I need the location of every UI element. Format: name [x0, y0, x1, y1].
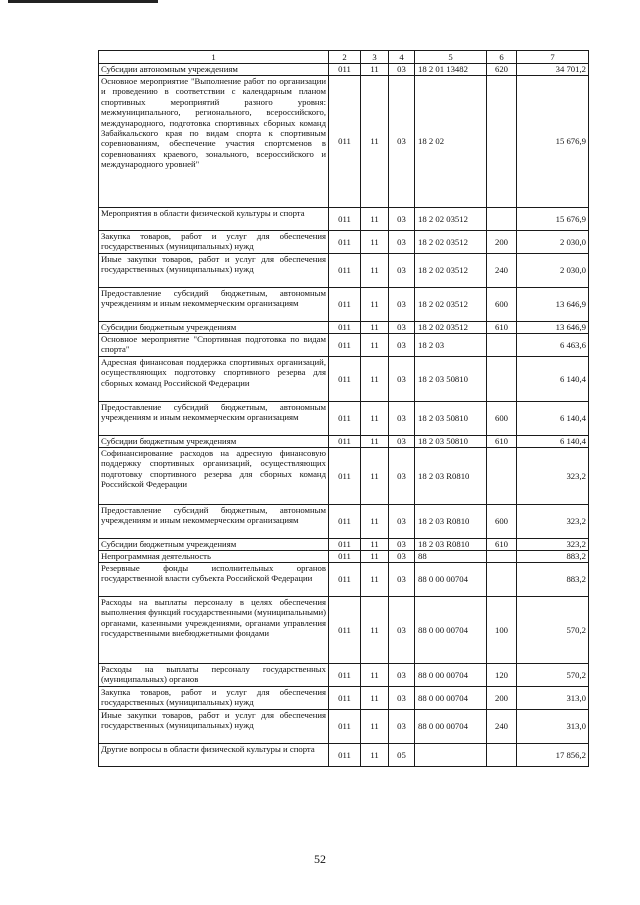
target-article-cell: 18 2 01 13482: [415, 64, 487, 76]
expense-type-cell: [487, 334, 517, 357]
ministry-code-cell: 011: [329, 505, 361, 539]
section-code-cell: 11: [361, 505, 389, 539]
target-article-cell: 88 0 00 00704: [415, 597, 487, 664]
expense-type-cell: 600: [487, 288, 517, 322]
table-row: [99, 357, 589, 402]
target-article-cell: 18 2 03 50810: [415, 436, 487, 448]
amount-cell: 34 701,2: [517, 64, 589, 76]
amount-cell: 883,2: [517, 563, 589, 597]
section-code-cell: 11: [361, 208, 389, 231]
subsection-code-cell: 03: [389, 322, 415, 334]
ministry-code-cell: 011: [329, 597, 361, 664]
ministry-code-cell: 011: [329, 448, 361, 505]
target-article-cell: 18 2 02 03512: [415, 288, 487, 322]
target-article-cell: 18 2 03: [415, 334, 487, 357]
section-code-cell: 11: [361, 254, 389, 288]
ministry-code-cell: 011: [329, 322, 361, 334]
table-row: [99, 231, 589, 254]
column-number: 1: [99, 51, 329, 64]
column-number: 2: [329, 51, 361, 64]
table-row: [99, 208, 589, 231]
section-code-cell: 11: [361, 448, 389, 505]
row-name-cell: Расходы на выплаты персоналу в целях обеспечения выполнения функций государственными (муниципальными) органами, казенными учреждениями, органами управления государственными внебюджетными фондами: [99, 597, 329, 664]
subsection-code-cell: 03: [389, 402, 415, 436]
column-number-row: [99, 51, 589, 64]
amount-cell: 17 856,2: [517, 744, 589, 767]
subsection-code-cell: 03: [389, 288, 415, 322]
target-article-cell: 18 2 02 03512: [415, 231, 487, 254]
row-name-cell: Закупка товаров, работ и услуг для обеспечения государственных (муниципальных) нужд: [99, 687, 329, 710]
subsection-code-cell: 03: [389, 551, 415, 563]
table-row: [99, 76, 589, 208]
row-name-cell: Непрограммная деятельность: [99, 551, 329, 563]
amount-cell: 570,2: [517, 597, 589, 664]
section-code-cell: 11: [361, 551, 389, 563]
target-article-cell: 18 2 02 03512: [415, 208, 487, 231]
subsection-code-cell: 05: [389, 744, 415, 767]
expense-type-cell: 200: [487, 687, 517, 710]
target-article-cell: 18 2 03 50810: [415, 402, 487, 436]
target-article-cell: 18 2 03 R0810: [415, 448, 487, 505]
target-article-cell: 18 2 03 R0810: [415, 505, 487, 539]
ministry-code-cell: 011: [329, 231, 361, 254]
row-name-cell: Другие вопросы в области физической культуры и спорта: [99, 744, 329, 767]
subsection-code-cell: 03: [389, 208, 415, 231]
section-code-cell: 11: [361, 64, 389, 76]
table-row: [99, 744, 589, 767]
table-row: [99, 322, 589, 334]
table-row: [99, 288, 589, 322]
amount-cell: 6 463,6: [517, 334, 589, 357]
table-row: [99, 664, 589, 687]
amount-cell: 313,0: [517, 710, 589, 744]
table-row: [99, 448, 589, 505]
subsection-code-cell: 03: [389, 687, 415, 710]
target-article-cell: 88 0 00 00704: [415, 687, 487, 710]
subsection-code-cell: 03: [389, 231, 415, 254]
ministry-code-cell: 011: [329, 687, 361, 710]
target-article-cell: 88 0 00 00704: [415, 710, 487, 744]
ministry-code-cell: 011: [329, 710, 361, 744]
section-code-cell: 11: [361, 664, 389, 687]
column-number: 4: [389, 51, 415, 64]
expense-type-cell: [487, 744, 517, 767]
section-code-cell: 11: [361, 402, 389, 436]
subsection-code-cell: 03: [389, 254, 415, 288]
expense-type-cell: 600: [487, 505, 517, 539]
expense-type-cell: 240: [487, 710, 517, 744]
ministry-code-cell: 011: [329, 288, 361, 322]
ministry-code-cell: 011: [329, 539, 361, 551]
ministry-code-cell: 011: [329, 64, 361, 76]
row-name-cell: Расходы на выплаты персоналу государственных (муниципальных) органов: [99, 664, 329, 687]
section-code-cell: 11: [361, 744, 389, 767]
section-code-cell: 11: [361, 322, 389, 334]
table-row: [99, 687, 589, 710]
column-number: 3: [361, 51, 389, 64]
row-name-cell: Основное мероприятие "Выполнение работ по организации и проведению в соответствии с календарным планом спортивных мероприятий разного уровня: межмуниципального, регионального, всероссийского, международного, подготовка спортивных сборных команд Забайкальского края по видам спорта к спортивным соревнованиям, обеспечение участия спортсменов в соревнованиях краевого, зонального, всероссийского и международного уровней": [99, 76, 329, 208]
ministry-code-cell: 011: [329, 436, 361, 448]
expense-type-cell: 610: [487, 436, 517, 448]
table-row: [99, 64, 589, 76]
table-row: [99, 551, 589, 563]
row-name-cell: Мероприятия в области физической культуры и спорта: [99, 208, 329, 231]
table-row: [99, 402, 589, 436]
row-name-cell: Предоставление субсидий бюджетным, автономным учреждениям и иным некоммерческим организациям: [99, 402, 329, 436]
ministry-code-cell: 011: [329, 664, 361, 687]
amount-cell: 2 030,0: [517, 231, 589, 254]
ministry-code-cell: 011: [329, 551, 361, 563]
subsection-code-cell: 03: [389, 664, 415, 687]
row-name-cell: Иные закупки товаров, работ и услуг для обеспечения государственных (муниципальных) нужд: [99, 254, 329, 288]
section-code-cell: 11: [361, 687, 389, 710]
table-row: [99, 563, 589, 597]
row-name-cell: Субсидии бюджетным учреждениям: [99, 539, 329, 551]
ministry-code-cell: 011: [329, 208, 361, 231]
ministry-code-cell: 011: [329, 357, 361, 402]
amount-cell: 313,0: [517, 687, 589, 710]
row-name-cell: Предоставление субсидий бюджетным, автономным учреждениям и иным некоммерческим организациям: [99, 505, 329, 539]
expense-type-cell: 610: [487, 322, 517, 334]
expense-type-cell: 600: [487, 402, 517, 436]
row-name-cell: Адресная финансовая поддержка спортивных организаций, осуществляющих подготовку спортивного резерва для сборных команд Российской Федерации: [99, 357, 329, 402]
section-code-cell: 11: [361, 563, 389, 597]
expense-type-cell: 100: [487, 597, 517, 664]
amount-cell: 6 140,4: [517, 436, 589, 448]
section-code-cell: 11: [361, 710, 389, 744]
expense-type-cell: [487, 551, 517, 563]
amount-cell: 13 646,9: [517, 322, 589, 334]
subsection-code-cell: 03: [389, 597, 415, 664]
section-code-cell: 11: [361, 231, 389, 254]
amount-cell: 15 676,9: [517, 76, 589, 208]
amount-cell: 883,2: [517, 551, 589, 563]
ministry-code-cell: 011: [329, 76, 361, 208]
amount-cell: 15 676,9: [517, 208, 589, 231]
target-article-cell: 88 0 00 00704: [415, 563, 487, 597]
row-name-cell: Софинансирование расходов на адресную финансовую поддержку спортивных организаций, осуществляющих подготовку спортивного резерва для сборных команд Российской Федерации: [99, 448, 329, 505]
target-article-cell: 18 2 02 03512: [415, 322, 487, 334]
amount-cell: 323,2: [517, 505, 589, 539]
subsection-code-cell: 03: [389, 505, 415, 539]
target-article-cell: 18 2 03 50810: [415, 357, 487, 402]
column-number: 7: [517, 51, 589, 64]
ministry-code-cell: 011: [329, 744, 361, 767]
column-number: 6: [487, 51, 517, 64]
section-code-cell: 11: [361, 597, 389, 664]
row-name-cell: Субсидии автономным учреждениям: [99, 64, 329, 76]
budget-table-body: [99, 51, 589, 767]
subsection-code-cell: 03: [389, 563, 415, 597]
amount-cell: 6 140,4: [517, 402, 589, 436]
table-row: [99, 505, 589, 539]
section-code-cell: 11: [361, 76, 389, 208]
target-article-cell: 18 2 02 03512: [415, 254, 487, 288]
expense-type-cell: [487, 357, 517, 402]
expense-type-cell: [487, 448, 517, 505]
subsection-code-cell: 03: [389, 76, 415, 208]
section-code-cell: 11: [361, 334, 389, 357]
row-name-cell: Субсидии бюджетным учреждениям: [99, 436, 329, 448]
ministry-code-cell: 011: [329, 402, 361, 436]
page-number: 52: [314, 852, 326, 866]
row-name-cell: Резервные фонды исполнительных органов государственной власти субъекта Российской Федерации: [99, 563, 329, 597]
target-article-cell: 18 2 03 R0810: [415, 539, 487, 551]
section-code-cell: 11: [361, 436, 389, 448]
subsection-code-cell: 03: [389, 539, 415, 551]
target-article-cell: 18 2 02: [415, 76, 487, 208]
expense-type-cell: [487, 76, 517, 208]
subsection-code-cell: 03: [389, 357, 415, 402]
table-row: [99, 597, 589, 664]
expense-type-cell: 620: [487, 64, 517, 76]
target-article-cell: 88 0 00 00704: [415, 664, 487, 687]
expense-type-cell: 610: [487, 539, 517, 551]
expense-type-cell: [487, 208, 517, 231]
amount-cell: 323,2: [517, 448, 589, 505]
table-row: [99, 710, 589, 744]
amount-cell: 6 140,4: [517, 357, 589, 402]
section-code-cell: 11: [361, 357, 389, 402]
amount-cell: 570,2: [517, 664, 589, 687]
expense-type-cell: [487, 563, 517, 597]
row-name-cell: Предоставление субсидий бюджетным, автономным учреждениям и иным некоммерческим организациям: [99, 288, 329, 322]
subsection-code-cell: 03: [389, 448, 415, 505]
section-code-cell: 11: [361, 288, 389, 322]
section-code-cell: 11: [361, 539, 389, 551]
subsection-code-cell: 03: [389, 436, 415, 448]
top-rule: [8, 0, 158, 3]
amount-cell: 13 646,9: [517, 288, 589, 322]
table-row: [99, 334, 589, 357]
target-article-cell: 88: [415, 551, 487, 563]
budget-table: [98, 50, 589, 767]
table-row: [99, 539, 589, 551]
target-article-cell: [415, 744, 487, 767]
amount-cell: 2 030,0: [517, 254, 589, 288]
table-row: [99, 436, 589, 448]
table-row: [99, 254, 589, 288]
subsection-code-cell: 03: [389, 334, 415, 357]
amount-cell: 323,2: [517, 539, 589, 551]
ministry-code-cell: 011: [329, 563, 361, 597]
row-name-cell: Закупка товаров, работ и услуг для обеспечения государственных (муниципальных) нужд: [99, 231, 329, 254]
expense-type-cell: 240: [487, 254, 517, 288]
row-name-cell: Субсидии бюджетным учреждениям: [99, 322, 329, 334]
ministry-code-cell: 011: [329, 334, 361, 357]
column-number: 5: [415, 51, 487, 64]
subsection-code-cell: 03: [389, 710, 415, 744]
expense-type-cell: 120: [487, 664, 517, 687]
subsection-code-cell: 03: [389, 64, 415, 76]
ministry-code-cell: 011: [329, 254, 361, 288]
row-name-cell: Основное мероприятие "Спортивная подготовка по видам спорта": [99, 334, 329, 357]
row-name-cell: Иные закупки товаров, работ и услуг для обеспечения государственных (муниципальных) нужд: [99, 710, 329, 744]
expense-type-cell: 200: [487, 231, 517, 254]
